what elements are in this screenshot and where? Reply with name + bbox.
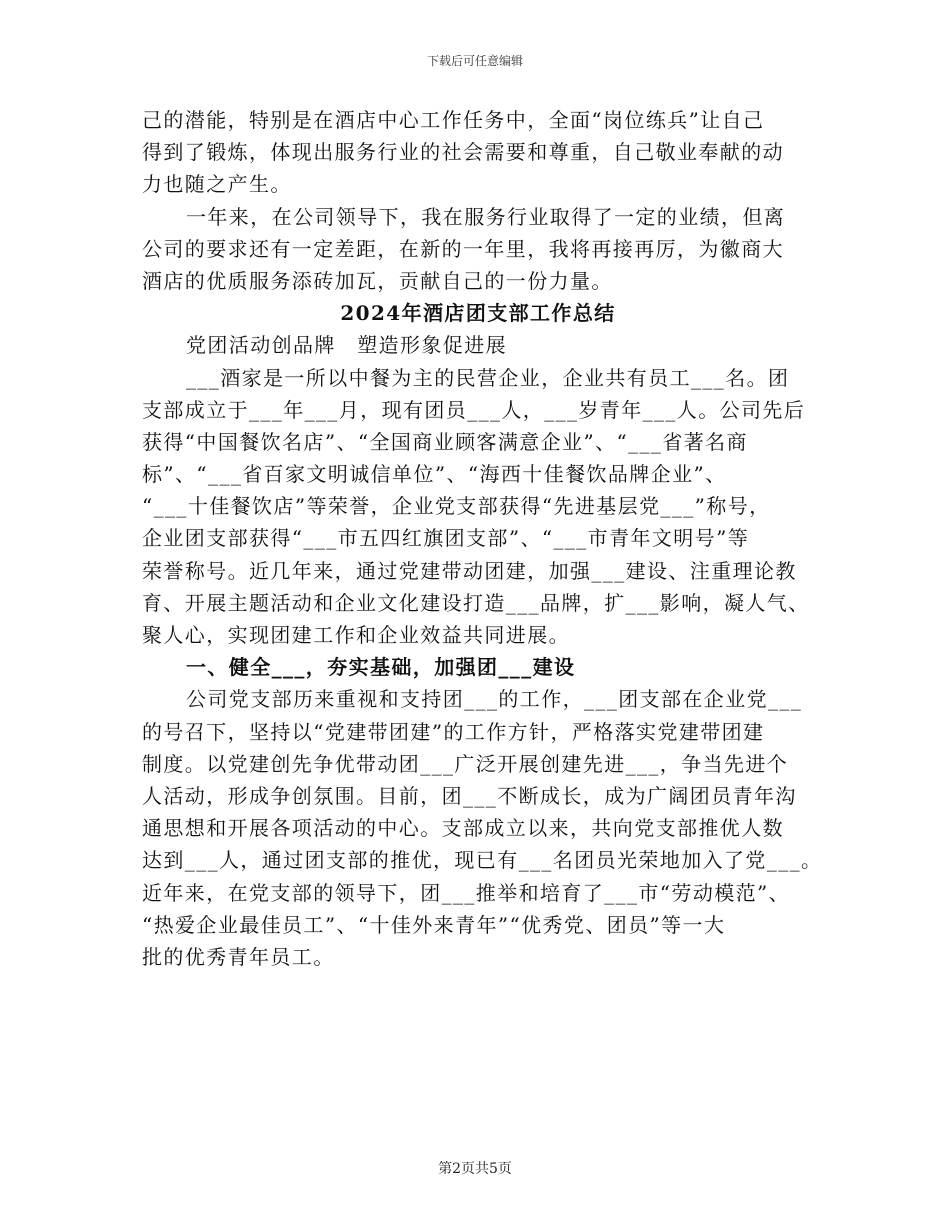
text-line: 获得“中国餐饮名店”、“全国商业顾客满意企业”、“___省著名商 [142, 429, 748, 454]
section-heading: 一、健全___，夯实基础，加强团___建设 [186, 655, 576, 680]
document-body [142, 104, 823, 973]
text-line: 己的潜能，特别是在酒店中心工作任务中，全面“岗位练兵”让自己 [142, 108, 765, 132]
text-line: 批的优秀青年员工。 [142, 944, 335, 969]
text-line: 育、开展主题活动和企业文化建设打造___品牌，扩___影响，凝人气、 [142, 590, 810, 615]
text-line: 标”、“___省百家文明诚信单位”、“海西十佳餐饮品牌企业”、 [142, 462, 727, 487]
text-line: 一年来，在公司领导下，我在服务行业取得了一定的业绩，但离 [186, 204, 786, 229]
text-line: “___十佳餐饮店”等荣誉，企业党支部获得“先进基层党___”称号， [142, 494, 771, 519]
text-line: 公司的要求还有一定差距，在新的一年里，我将再接再厉，为徽商大 [142, 236, 784, 261]
text-line: “热爱企业最佳员工”、“十佳外来青年”“优秀党、团员”等一大 [142, 912, 726, 937]
text-line: 通思想和开展各项活动的中心。支部成立以来，共向党支部推优人数 [142, 816, 784, 841]
page-header: 下载后可任意编辑 [426, 54, 523, 68]
text-line: ___酒家是一所以中餐为主的民营企业，企业共有员工___名。团 [186, 365, 790, 390]
page-number: 第2页共5页 [438, 1161, 512, 1177]
text-line: 支部成立于___年___月，现有团员___人，___岁青年___人。公司先后 [142, 397, 806, 422]
text-line: 制度。以党建创先争优带动团___广泛开展创建先进___，争当先进个 [142, 751, 789, 776]
text-line: 聚人心，实现团建工作和企业效益共同进展。 [142, 623, 570, 647]
text-line: 得到了锻炼，体现出服务行业的社会需要和尊重，自己敬业奉献的动 [142, 140, 784, 165]
text-line: 达到___人，通过团支部的推优，现已有___名团员光荣地加入了党___。 [142, 848, 823, 873]
text-line: 荣誉称号。近几年来，通过党建带动团建，加强___建设、注重理论教 [142, 558, 797, 583]
text-line: 公司党支部历来重视和支持团___的工作，___团支部在企业党___ [186, 687, 803, 712]
text-line: 党团活动创品牌 塑造形象促进展 [186, 333, 507, 358]
text-line: 的号召下，坚持以“党建带团建”的工作方针，严格落实党建带团建 [142, 719, 765, 744]
section-title: 2024年酒店团支部工作总结 [340, 301, 616, 326]
text-line: 企业团支部获得“___市五四红旗团支部”、“___市青年文明号”等 [142, 526, 750, 551]
text-line: 力也随之产生。 [142, 172, 292, 197]
text-line: 人活动，形成争创氛围。目前，团___不断成长，成为广阔团员青年沟 [142, 783, 797, 808]
text-line: 近年来，在党支部的领导下，团___推举和培育了___市“劳动模范”、 [142, 880, 791, 905]
text-line: 酒店的优质服务添砖加瓦，贡献自己的一份力量。 [142, 268, 613, 293]
